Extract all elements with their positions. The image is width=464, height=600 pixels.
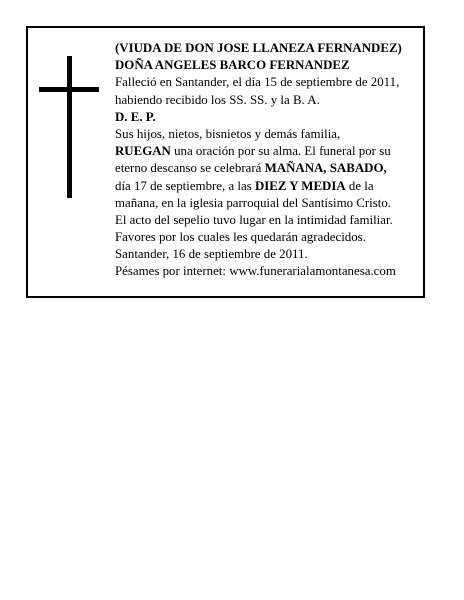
prayer-text: una oración por su alma. El funeral por su bbox=[170, 144, 391, 159]
death-line-2: habiendo recibido los SS. SS. y la B. A. bbox=[115, 92, 320, 107]
burial-line: El acto del sepelio tuvo lugar en la intimidad familiar. bbox=[115, 212, 393, 227]
death-line-1: Falleció en Santander, el día 15 de septiembre de 2011, bbox=[115, 75, 400, 90]
funeral-time: DIEZ Y MEDIA bbox=[254, 178, 346, 193]
date-text: día 17 de septiembre, a las bbox=[115, 178, 255, 193]
cross-horizontal-bar bbox=[39, 87, 99, 92]
date-line bbox=[115, 178, 421, 195]
obituary-notice bbox=[26, 26, 425, 298]
rip-line: D. E. P. bbox=[115, 109, 156, 124]
cross-icon bbox=[39, 56, 99, 198]
online-condolences-line: Pésames por internet: www.funerarialamontanesa.com bbox=[115, 264, 396, 279]
ruegan-word: RUEGAN bbox=[115, 144, 171, 159]
place-date-line: Santander, 16 de septiembre de 2011. bbox=[115, 247, 308, 262]
thanks-line: Favores por los cuales les quedarán agradecidos. bbox=[115, 230, 366, 245]
date-post: de la bbox=[345, 178, 374, 193]
notice-text bbox=[115, 40, 421, 281]
family-line: Sus hijos, nietos, bisnietos y demás familia, bbox=[115, 126, 341, 141]
funeral-text: eterno descanso se celebrará bbox=[115, 161, 265, 176]
widow-line: (VIUDA DE DON JOSE LLANEZA FERNANDEZ) bbox=[115, 41, 402, 55]
church-line: mañana, en la iglesia parroquial del Santísimo Cristo. bbox=[115, 195, 392, 210]
funeral-line bbox=[115, 160, 421, 177]
deceased-name: DOÑA ANGELES BARCO FERNANDEZ bbox=[115, 58, 350, 73]
prayer-line bbox=[115, 143, 421, 160]
funeral-day: MAÑANA, SABADO, bbox=[264, 161, 387, 176]
cross-vertical-bar bbox=[67, 56, 72, 198]
